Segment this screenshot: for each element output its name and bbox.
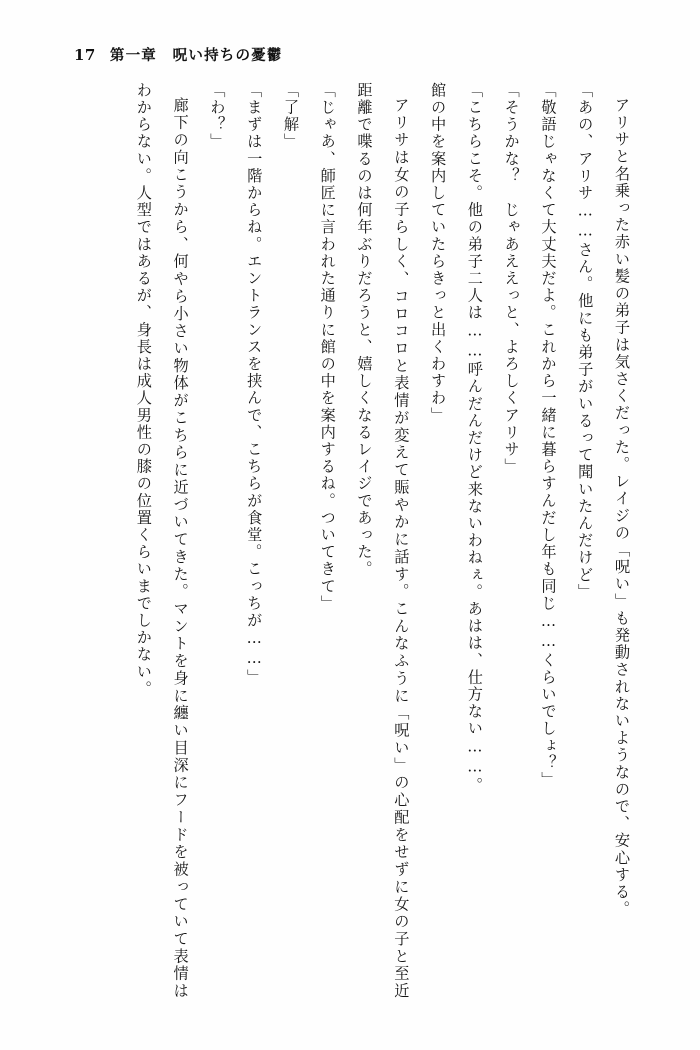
page-number: 17 xyxy=(74,46,96,64)
paragraph: 「敬語じゃなくて大丈夫だよ。これから一緒に暮らすんだし年も同じ……くらいでしょ？」 xyxy=(539,82,558,789)
paragraph: 「そうかな？ じゃあええっと、よろしくアリサ」 xyxy=(502,82,521,476)
paragraph: 廊下の向こうから、何やら小さい物体がこちらに近づいてきた。マントを身に纏い目深にフードを被っていて表情はわからない。人型ではあるが、身長は成人男性の膝の位置くらいまでしかない。 xyxy=(134,82,190,1000)
running-head xyxy=(74,44,283,65)
paragraph: アリサと名乗った赤い髪の弟子は気さくだった。レイジの「呪い」も発動されないようなので、安心する。 xyxy=(613,97,631,918)
chapter-title: 第一章 呪い持ちの憂鬱 xyxy=(109,47,283,64)
paragraph: 館の中を案内していたらきっと出くわすわ」 xyxy=(429,82,448,424)
paragraph: 「わ？」 xyxy=(208,82,227,151)
paragraph: 「あの、アリサ……さん。他にも弟子がいるって聞いたんだけど」 xyxy=(576,82,595,601)
paragraph: アリサは女の子らしく、コロコロと表情が変えて賑やかに話す。こんなふうに「呪い」の心配をせずに女の子と至近距離で喋るのは何年ぶりだろうと、嬉しくなるレイジであった。 xyxy=(355,82,411,1000)
paragraph: 「まずは一階からね。エントランスを挟んで、こちらが食堂。こっちが……」 xyxy=(245,82,264,687)
body-text-area xyxy=(62,82,640,1012)
vertical-text-block xyxy=(125,82,640,1000)
paragraph: 「じゃあ、師匠に言われた通りに館の中を案内するね。ついてきて」 xyxy=(318,82,337,613)
paragraph: 「了解」 xyxy=(281,82,300,151)
paragraph: 「こちらこそ。他の弟子二人は……呼んだんだけど来ないわねぇ。あはは、仕方ない……。 xyxy=(465,82,484,795)
